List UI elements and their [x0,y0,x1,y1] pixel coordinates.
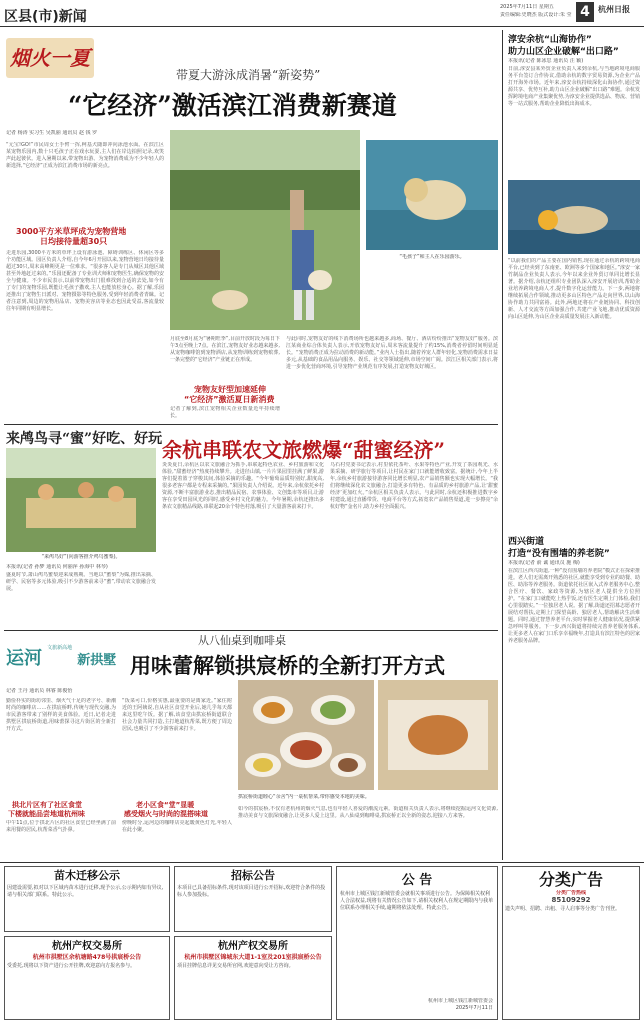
ad-notice-org: 杭州市上城区钱江新城管委会 [427,998,493,1004]
right-body-1: 日前,淳安县某外贸企业负责人来到余杭,与当地跨境电商服务平台签订合作协议,借助余杭的数字贸易资源,为企业产品打开海外市场。近年来,淳安余杭持续深化山海协作,通过资源共享、优势互补,助力山区企业破解“出口路”难题。余杭发挥跨境电商产业集聚优势,为淳安企业提供选品、物流、营销等一站式服务,帮助企业降低出海成本。 [508,66,640,107]
masthead-editors: 责任编辑:史晓杰 版式设计:朱 莹 [500,12,572,18]
ad-exchange-2-sub: 杭州市拱墅区锦城东大道1-1室及201室拱宸桥公告 [184,954,322,961]
classified-title: 分类广告 [538,870,603,889]
lead-sub-1: 3000平方米草坪成为宠物营地 [16,227,127,236]
ad-exchange-2-title: 杭州产权交易所 [218,941,288,952]
classified-phone: 85109292 [551,897,591,904]
left-byline: 本报讯(记者 孙梦 通讯员 何丽萍 孙海中 林琴) [6,564,108,570]
gongshu-logo-sub: 新拱墅 [77,653,117,668]
page-number: 4 [576,2,594,22]
gongshu-body-2: 中午11点,位于拱北片区的社区食堂已经坐满了前来用餐的居民,杭帮菜香气扑鼻。 [6,820,116,833]
lead-sub-3: 宠物友好型加速延伸 [194,385,266,394]
classified-body: 遗失声明、招聘、出租、寻人启事等分类广告刊登。 [505,906,621,912]
ad-exchange-1 [4,936,170,1020]
lead-byline: 记者 杨涛 实习生 吴凯丽 通讯员 赵 钱 罗 [6,130,98,136]
gongshu-sub-4: 感受烟火与时尚的混搭味道 [124,810,208,818]
right-col-divider [502,30,503,860]
gongshu-logo-tag: 文旅新高地 [47,645,73,651]
gongshu-body-3: “饭菜可口,价格实惠,最重要的是离家近。”家住附近的王阿姨说,自从社区食堂开业后,她几乎每天都来这里吃午饭。据了解,该食堂由拱宸桥街道联合社会力量共同打造,主打地道杭帮菜,既方便了周边居民,也吸引了不少游客前来打卡。 [122,698,232,732]
ad-bidding-title: 招标公告 [231,869,275,882]
series-badge [6,38,94,78]
ad-exchange-2-body: 项目挂牌信息详见交易所官网,欢迎意向受让方咨询。 [177,963,294,969]
masthead-rule [0,26,644,27]
right-headline-2: 助力山区企业破解“出口路” [508,47,619,57]
masthead-date: 2025年7月11日 星期五 [500,4,554,10]
lead-photo-caption: “毛孩子”和主人在乐园游乐。 [399,254,465,260]
yuhang-headline: 余杭串联农文旅燃爆“甜蜜经济” [162,438,446,462]
right-byline-2: 本报讯(记者 俞 诚 通讯员 施 梅) [508,560,580,566]
gongshu-byline: 记者 王丹 通讯员 林睿 陈俊怡 [6,688,73,694]
lead-headline: “它经济”激活滨江消费新赛道 [68,91,397,120]
ad-notice-body: 杭州市上城区钱江新城管委会就相关事项进行公告。为保障相关权利人合法权益,现将有关情况公告如下,请相关权利人在规定期限内与我单位联系办理相关手续,逾期将依法处理。特此公告。 [340,891,494,911]
gongshu-body-4: 傍晚时分,运河边的咖啡店亮起暖黄色灯光,年轻人在此小聚。 [122,820,232,833]
left-body: 盛夏时节,萧山鸬鸟蜜梨迎来成熟期。当地以“蜜梨”为媒,推出采摘、研学、民宿等多元体验,吸引不少游客前来寻“蜜”,带动农文旅融合发展。 [6,572,156,592]
gongshu-body-5: 如今的拱宸桥,不仅有老杭州的烟火气息,也有年轻人喜爱的潮流元素。街道相关负责人表示,将继续挖掘运河文化资源,推动美食与文旅深度融合,让更多人爱上这里。从八仙桌到咖啡桌,拱宸桥正以全新的姿态,迎接八方来客。 [238,806,498,819]
ad-bidding-body: 本项目已具备招标条件,现对该项目进行公开招标,欢迎符合条件的投标人参加投标。 [177,885,326,898]
lead-body-2: 走进乐园,3000平方米的草坪上设有游泳池、障碍训练区、休闲区等多个功能区域。园区负责人介绍,自今年6月开园以来,宠物营地日均接待量超过30只,周末高峰期更是一位难求。“很多客人是专门从城区其他区域甚至外地赶过来的。”乐园还配备了专业训犬师和宠物医生,确保宠物的安全与健康。不少市民表示,以前带宠物出门很难找到合适的去处,如今有了专门的宠物乐园,既能让毛孩子撒欢,主人也能放松身心。据了解,乐园还推出了宠物生日派对、宠物摄影等特色服务,受到年轻消费者青睐。记者注意到,周边的宠物用品店、宠物美容店等业态也因此受益,客流量较往年同期有明显增长。 [6,250,164,312]
right-headline-1: 淳安余杭“山海协作” [508,35,592,45]
gongshu-logo-main: 运河 [6,648,42,669]
right-byline-1: 本报讯(记者 陈冰思 通讯员 汪 颖) [508,58,584,64]
right-body-2: “以前我们的产品主要在国内销售,现在通过余杭的跨境电商平台,已经卖到了东南亚、欧洲等多个国家和地区。”淳安一家竹制品企业负责人表示,今年以来企业外贸订单同比增长显著。据介绍,余杭还组织专业团队深入淳安开展培训,帮助企业培养跨境电商人才,提升数字化运营能力。下一步,两地将继续拓展合作领域,推动更多山区特色产品走向世界,以山海协作助力共同富裕。此外,两地还将在产业链协同、科技创新、人才交流等方面加强合作,共建产业飞地,推动优质资源向山区延伸,为山区企业高质量发展注入新动能。 [508,258,640,320]
gongshu-sub-2: 下楼就能品尝地道杭州味 [8,810,85,818]
classified-hotline-label: 分类广告热线 [555,890,586,896]
gongshu-photo-caption: 拱宸桥街道睦心“余舍”内一桌杭帮菜,带你感受本地的美味。 [238,794,370,800]
gongshu-logo [6,644,126,680]
lead-kicker: 带夏大游泳成消暑“新姿势” [176,68,321,82]
ad-classified [502,866,640,1020]
lead-body-3: 月底至8月底为“暑期旺季”,目前开放时段为每日下午3点至晚上7点。在滨江,宠物友好业态越来越多,从宠物咖啡馆到宠物酒店,从宠物训练到宠物殡葬,一条完整的“它经济”产业链正在形成。 [170,336,280,363]
lead-sub-4: “它经济”激活夏日新消费 [184,395,275,404]
lead-body-1: “元宝!GO!”市民周女士手臂一挥,柯基犬随即冲向泳池水面。在滨江区某宠物乐园内,数十只毛孩子正在戏水玩耍,主人们在岸边拍照记录,欢笑声此起彼伏。进入暑期以来,带宠物出游、为宠物消费成为不少年轻人的新选择,“它经济”正成为滨江消费市场的新亮点。 [6,142,164,169]
gongshu-body-1: 勤俭朴实的街坊邻里、烟火气十足的老字号、新潮时尚的咖啡店……在拱宸桥畔,传统与现代交融,为市民游客带来了别样的美食体验。近日,记者走进拱墅区拱宸桥街道,用味蕾探寻这片街区的全新打开方式。 [6,698,116,732]
gongshu-headline: 用味蕾解锁拱宸桥的全新打开方式 [130,653,445,678]
lead-body-4: 记者了解到,滨江宠物相关企业数量近年持续增长。 [170,406,280,419]
mid-rule [4,630,498,631]
ad-exchange-1-body: 受委托,现将以下资产进行公开挂牌,欢迎意向方报名参与。 [7,963,136,969]
ad-exchange-1-sub: 杭州市拱墅区余杭塘路478号拱宸桥公告 [32,954,142,961]
yuhang-body-1: 炎炎夏日,余杭区以农文旅融合为抓手,串联起特色农业、乡村旅游和文化体验,“甜蜜经济”热度持续攀升。走进径山镇,一片片果园里挂满了鲜果,游客们提着篮子穿梭其间,体验采摘的乐趣。“今年葡萄品质特别好,甜度高,很多老客户都是专程来采摘的。”果园负责人介绍说。近年来,余杭依托乡村资源,不断丰富旅游业态,推出精品民宿、农事体验、文创集市等项目,让游客在享受田园风光的同时,感受乡村文化的魅力。今年暑期,余杭还推出多条农文旅精品线路,串联起20余个特色村落,吸引了大量游客前来打卡。 [162,462,324,510]
gongshu-photo [238,680,374,790]
ad-exchange-2 [174,936,332,1020]
lead-photo-2 [366,140,498,250]
section-title: 区县(市)新闻 [4,9,87,25]
paper-logo: 杭州日报 [598,4,630,14]
gongshu-sub-1: 拱北片区有了社区食堂 [12,801,82,809]
ad-notice-title: 公 告 [401,873,433,888]
ad-exchange-1-title: 杭州产权交易所 [52,941,122,952]
gongshu-kicker: 从八仙桌到咖啡桌 [198,634,286,647]
right-headline-3: 西兴街道 [508,537,545,547]
masthead [0,0,644,28]
gongshu-photo-2 [378,680,498,790]
series-title: 烟火一夏 [10,46,90,70]
ad-seedling [4,866,170,932]
yuhang-body-2: 乌石村党委书记表示,村里依托茶叶、水果等特色产业,开发了茶园观光、水果采摘、研学旅行等项目,让村民在家门口就能增收致富。据统计,今年上半年,余杭乡村旅游接待游客同比增长明显,农产品销售额也实现大幅增长。“我们将继续深化农文旅融合,打造更多有特色、有品质的乡村旅游产品,让‘甜蜜经济’更加红火。”余杭区相关负责人表示。与此同时,余杭还积极推进数字乡村建设,通过直播带货、电商平台等方式,拓宽农产品销售渠道,进一步擦亮“余杭好物”金名片,助力乡村全面振兴。 [330,462,498,510]
gongshu-sub-3: 老小区食“堂”显暖 [136,801,195,809]
right-headline-4: 打造“没有围墙的养老院” [508,549,610,559]
lead-sub-2: 日均接待量超30只 [40,237,108,246]
ad-notice-date: 2025年7月11日 [455,1005,493,1011]
right-photo [508,180,640,254]
left-photo [6,448,156,552]
lead-photo [170,130,360,330]
ad-notice [336,866,498,1020]
left-headline: 来鸬鸟寻“蜜”好吃、好玩 [6,431,163,447]
ad-seedling-title: 苗木迁移公示 [54,869,120,882]
ads-top-rule [0,862,644,863]
ad-bidding [174,866,332,932]
ad-seedling-body: 因建设需要,拟对以下区域内苗木进行迁移,现予公示,公示期内如有异议,请与相关部门联系。特此公示。 [7,885,164,898]
left-photo-caption: “来鸬鸟好”(向游客推介鸬鸟蜜梨)。 [41,554,121,560]
lead-bottom-rule [4,424,498,425]
right-body-3: 在滨江区西兴街道,一种“没有围墙的养老院”模式正在探索推进。老人们无需离开熟悉的社区,就能享受到专业的助餐、助医、助浴等养老服务。街道依托社区嵌入式养老服务中心,整合医疗、餐饮、家政等资源,为辖区老人提供全方位照护。“在家门口就能吃上热乎饭,还有医生定期上门体检,我们心里很踏实。”一位独居老人说。据了解,街道还招募志愿者开展结对帮扶,定期上门探望高龄、独居老人,帮助解决生活难题。同时,通过智慧养老平台,实时掌握老人健康状况,提供紧急呼叫等服务。下一步,西兴街道将持续完善养老服务体系,让更多老人在家门口乐享幸福晚年,打造具有滨江特色的居家养老服务品牌。 [508,568,640,644]
lead-body-5: 与此同时,宠物友好的线下消费场所也越来越多,商场、餐厅、酒店纷纷推出“宠物友好”服务。滨江某商业综合体负责人表示,开放宠物友好后,周末客流量提升了约15%,消费者停留时间明显延长。“宠物消费正成为拉动消费的新动能。”业内人士指出,随着养宠人群年轻化,宠物消费需求日益多元,从基础的食品用品向服务、娱乐、社交等领域延伸,市场空间广阔。滨江区相关部门表示,将进一步优化营商环境,引导宠物产业规范有序发展,打造宠物友好城区。 [286,336,498,370]
